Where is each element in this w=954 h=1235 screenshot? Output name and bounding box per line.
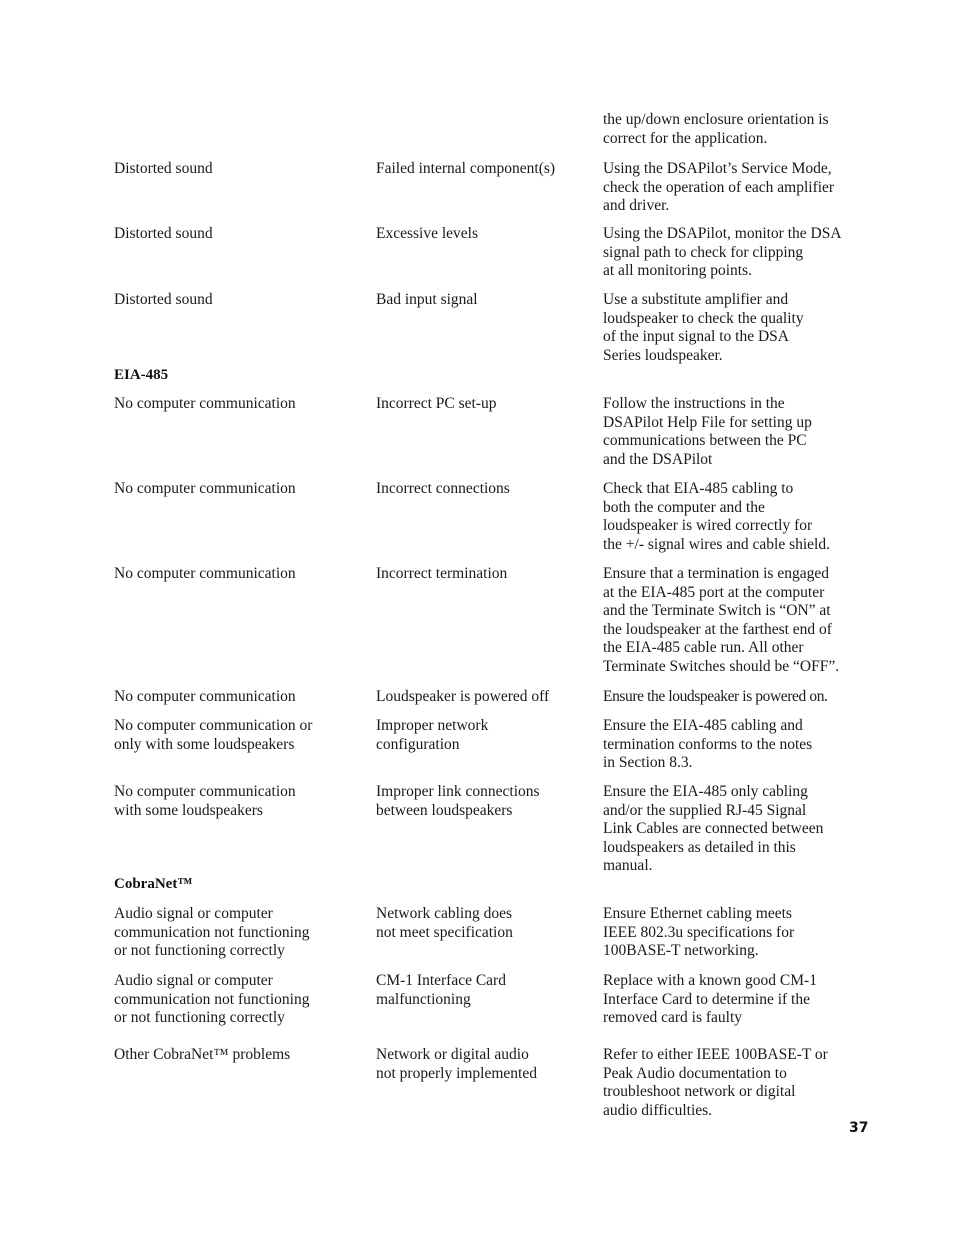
table-row-4-symptom: No computer communication	[114, 395, 296, 412]
table-row-12-action: Refer to either IEEE 100BASE-T or Peak Audio documentation to troubleshoot network or digital audio difficulties.	[603, 1046, 828, 1119]
table-row-1-symptom: Distorted sound	[114, 160, 213, 177]
table-row-6-action: Ensure that a termination is engaged at the EIA-485 port at the computer and the Terminate Switch is “ON” at the loudspeaker at the farthest end of the EIA-485 cable run. All other Terminate Switches should be “OFF”.	[603, 565, 840, 675]
table-row-5-action: Check that EIA-485 cabling to both the computer and the loudspeaker is wired correctly for the +/- signal wires and cable shield.	[603, 480, 830, 553]
table-row-4-action: Follow the instructions in the DSAPilot Help File for setting up communications between the PC and the DSAPilot	[603, 395, 812, 468]
table-row-1-action: Using the DSAPilot’s Service Mode, check the operation of each amplifier and driver.	[603, 160, 835, 215]
table-row-11-cause: CM-1 Interface Card malfunctioning	[376, 972, 506, 1008]
table-row-10-action: Ensure Ethernet cabling meets IEEE 802.3u specifications for 100BASE-T networking.	[603, 905, 795, 960]
table-row-5-symptom: No computer communication	[114, 480, 296, 497]
table-row-2-action: Using the DSAPilot, monitor the DSA signal path to check for clipping at all monitoring points.	[603, 225, 842, 280]
table-row-9-action: Ensure the EIA-485 only cabling and/or the supplied RJ-45 Signal Link Cables are connected between loudspeakers as detailed in this manual.	[603, 783, 824, 875]
section-heading-eia485: EIA-485	[114, 367, 169, 383]
table-row-7-action: Ensure the loudspeaker is powered on.	[603, 688, 828, 705]
table-row-12-cause: Network or digital audio not properly implemented	[376, 1046, 537, 1082]
table-row-10-cause: Network cabling does not meet specification	[376, 905, 513, 941]
table-row-2-symptom: Distorted sound	[114, 225, 213, 242]
table-row-2-cause: Excessive levels	[376, 225, 479, 242]
table-row-8-symptom: No computer communication or only with some loudspeakers	[114, 717, 313, 753]
page-number: 37	[849, 1120, 869, 1136]
table-row-5-cause: Incorrect connections	[376, 480, 510, 497]
table-row-3-symptom: Distorted sound	[114, 291, 213, 308]
table-row-7-symptom: No computer communication	[114, 688, 296, 705]
table-row-9-cause: Improper link connections between loudspeakers	[376, 783, 540, 819]
table-row-6-cause: Incorrect termination	[376, 565, 508, 582]
table-row-12-symptom: Other CobraNet™ problems	[114, 1046, 291, 1063]
table-row-8-cause: Improper network configuration	[376, 717, 489, 753]
table-row-0-action: the up/down enclosure orientation is correct for the application.	[603, 111, 829, 147]
table-row-3-cause: Bad input signal	[376, 291, 478, 308]
section-heading-cobranet: CobraNet™	[114, 876, 193, 892]
table-row-9-symptom: No computer communication with some loudspeakers	[114, 783, 296, 819]
table-row-1-cause: Failed internal component(s)	[376, 160, 556, 177]
table-row-10-symptom: Audio signal or computer communication not functioning or not functioning correctly	[114, 905, 310, 960]
table-row-8-action: Ensure the EIA-485 cabling and termination conforms to the notes in Section 8.3.	[603, 717, 813, 772]
table-row-11-action: Replace with a known good CM-1 Interface Card to determine if the removed card is faulty	[603, 972, 817, 1027]
table-row-11-symptom: Audio signal or computer communication not functioning or not functioning correctly	[114, 972, 310, 1027]
table-row-3-action: Use a substitute amplifier and loudspeaker to check the quality of the input signal to the DSA Series loudspeaker.	[603, 291, 804, 364]
table-row-7-cause: Loudspeaker is powered off	[376, 688, 550, 705]
table-row-6-symptom: No computer communication	[114, 565, 296, 582]
table-row-4-cause: Incorrect PC set-up	[376, 395, 497, 412]
